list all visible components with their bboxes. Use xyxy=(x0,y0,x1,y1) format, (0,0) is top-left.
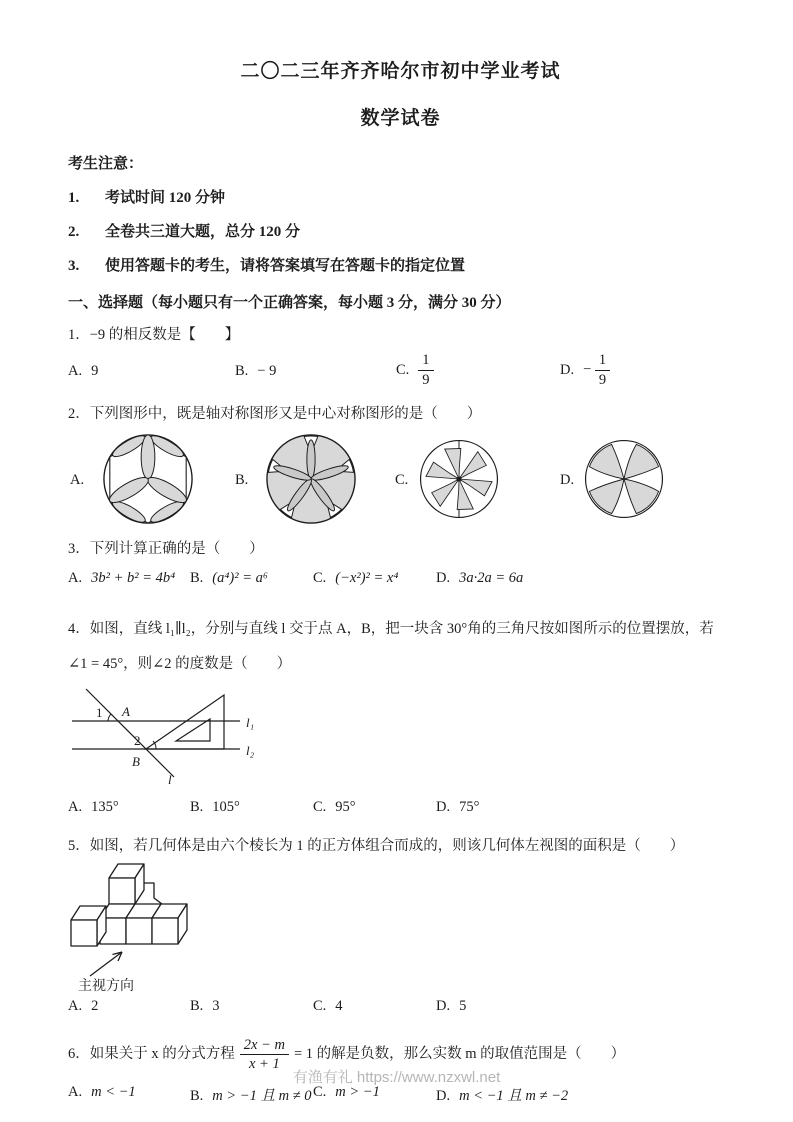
option-a: A. 2 xyxy=(68,997,99,1014)
figure-label-c: C. xyxy=(395,472,409,489)
option-a: A. 3b² + b² = 4b⁴ xyxy=(68,569,176,586)
option-b: B. 105° xyxy=(190,798,240,815)
option-b: B. 3 xyxy=(190,997,220,1014)
angle-1-label: 1 xyxy=(96,704,103,720)
notice-item-1 xyxy=(68,186,733,207)
notice-item-2 xyxy=(68,220,733,241)
option-d: D. 3a·2a = 6a xyxy=(436,569,524,586)
option-c: C. (−x²)² = x⁴ xyxy=(313,569,399,586)
option-c: C. 4 xyxy=(313,997,343,1014)
section-heading: 一、选择题（每小题只有一个正确答案，每小题 3 分，满分 30 分） xyxy=(68,295,511,311)
question-3-stem: 3．下列计算正确的是（ ） xyxy=(68,541,264,558)
notice-text: 使用答题卡的考生，请将答案填写在答题卡的指定位置 xyxy=(105,258,466,274)
question-6-fraction: $\frac{2x - m}{x + 1}$ xyxy=(240,1037,289,1073)
front-view-direction-label: 主视方向 xyxy=(78,978,134,994)
option-a: A. 9 xyxy=(68,363,99,380)
point-b-label: B xyxy=(132,753,140,769)
notice-heading: 考生注意： xyxy=(68,156,144,172)
footer-watermark xyxy=(0,1066,793,1087)
paper-subtitle: 数学试卷 xyxy=(360,108,441,129)
line-l1-label: l₁ xyxy=(246,714,255,730)
question-3-options xyxy=(68,570,733,604)
question-1-stem: 1．−9 的相反数是【 】 xyxy=(68,327,240,343)
option-c: C. 95° xyxy=(313,798,356,815)
cube-solid-figure xyxy=(68,862,258,994)
option-b: B. (a⁴)² = a⁶ xyxy=(190,569,268,586)
parallel-lines-triangle-figure xyxy=(68,685,318,797)
question-4-stem: 4．如图，直线 l₁∥l₂，分别与直线 l 交于点 A，B，把一块含 30°角的三角尺按如图所示的位置摆放，若∠1 = 45°，则∠2 的度数是（ ） xyxy=(68,620,714,673)
question-2-stem: 2．下列图形中，既是轴对称图形又是中心对称图形的是（ ） xyxy=(68,406,482,423)
option-d: D. 5 xyxy=(436,997,467,1014)
symmetry-figure-c-icon xyxy=(418,438,500,520)
option-c: C. m > −1 xyxy=(313,1083,380,1100)
page-title: 二〇二三年齐齐哈尔市初中学业考试 xyxy=(240,61,561,82)
question-5-options xyxy=(68,998,733,1022)
footer-link[interactable]: 有渔有礼 https://www.nzxwl.net xyxy=(292,1069,501,1086)
symmetry-figure-a-icon xyxy=(101,432,195,526)
option-b: B. − 9 xyxy=(235,363,277,380)
option-d: D. 75° xyxy=(436,798,480,815)
line-l2-label: l₂ xyxy=(246,742,255,758)
question-6-stem-pre: 6．如果关于 x 的分式方程 xyxy=(68,1046,235,1063)
line-l-label: l xyxy=(168,771,172,787)
option-d: D. m < −1 且 m ≠ −2 xyxy=(436,1087,569,1104)
point-a-label: A xyxy=(122,703,130,719)
figure-label-a: A. xyxy=(70,472,85,489)
question-5-stem: 5．如图，若几何体是由六个棱长为 1 的正方体组合而成的，则该几何体左视图的面积是（ ） xyxy=(68,837,685,854)
notice-number: 3. xyxy=(68,258,80,274)
figure-label-d: D. xyxy=(560,472,575,489)
question-1-options xyxy=(68,349,733,401)
notice-text: 全卷共三道大题，总分 120 分 xyxy=(105,224,301,240)
angle-2-label: 2 xyxy=(134,732,141,748)
symmetry-figure-d-icon xyxy=(583,438,665,520)
question-6-stem-post: = 1 的解是负数，那么实数 m 的取值范围是（ ） xyxy=(293,1046,626,1063)
notice-number: 1. xyxy=(68,190,80,206)
option-b: B. m > −1 且 m ≠ 0 xyxy=(190,1087,312,1104)
question-6-options xyxy=(68,1084,733,1110)
figure-label-b: B. xyxy=(235,472,249,489)
option-a: A. m < −1 xyxy=(68,1083,136,1100)
option-d: D. − $\frac{1}{9}$ xyxy=(560,352,610,388)
option-c: C. $\frac{1}{9}$ xyxy=(396,352,434,388)
notice-number: 2. xyxy=(68,224,80,240)
option-a: A. 135° xyxy=(68,798,119,815)
symmetry-figure-b-icon xyxy=(264,432,358,526)
notice-item-3 xyxy=(68,254,733,275)
question-4-options xyxy=(68,799,733,823)
question-2-figures xyxy=(68,430,733,530)
notice-text: 考试时间 120 分钟 xyxy=(105,190,226,206)
